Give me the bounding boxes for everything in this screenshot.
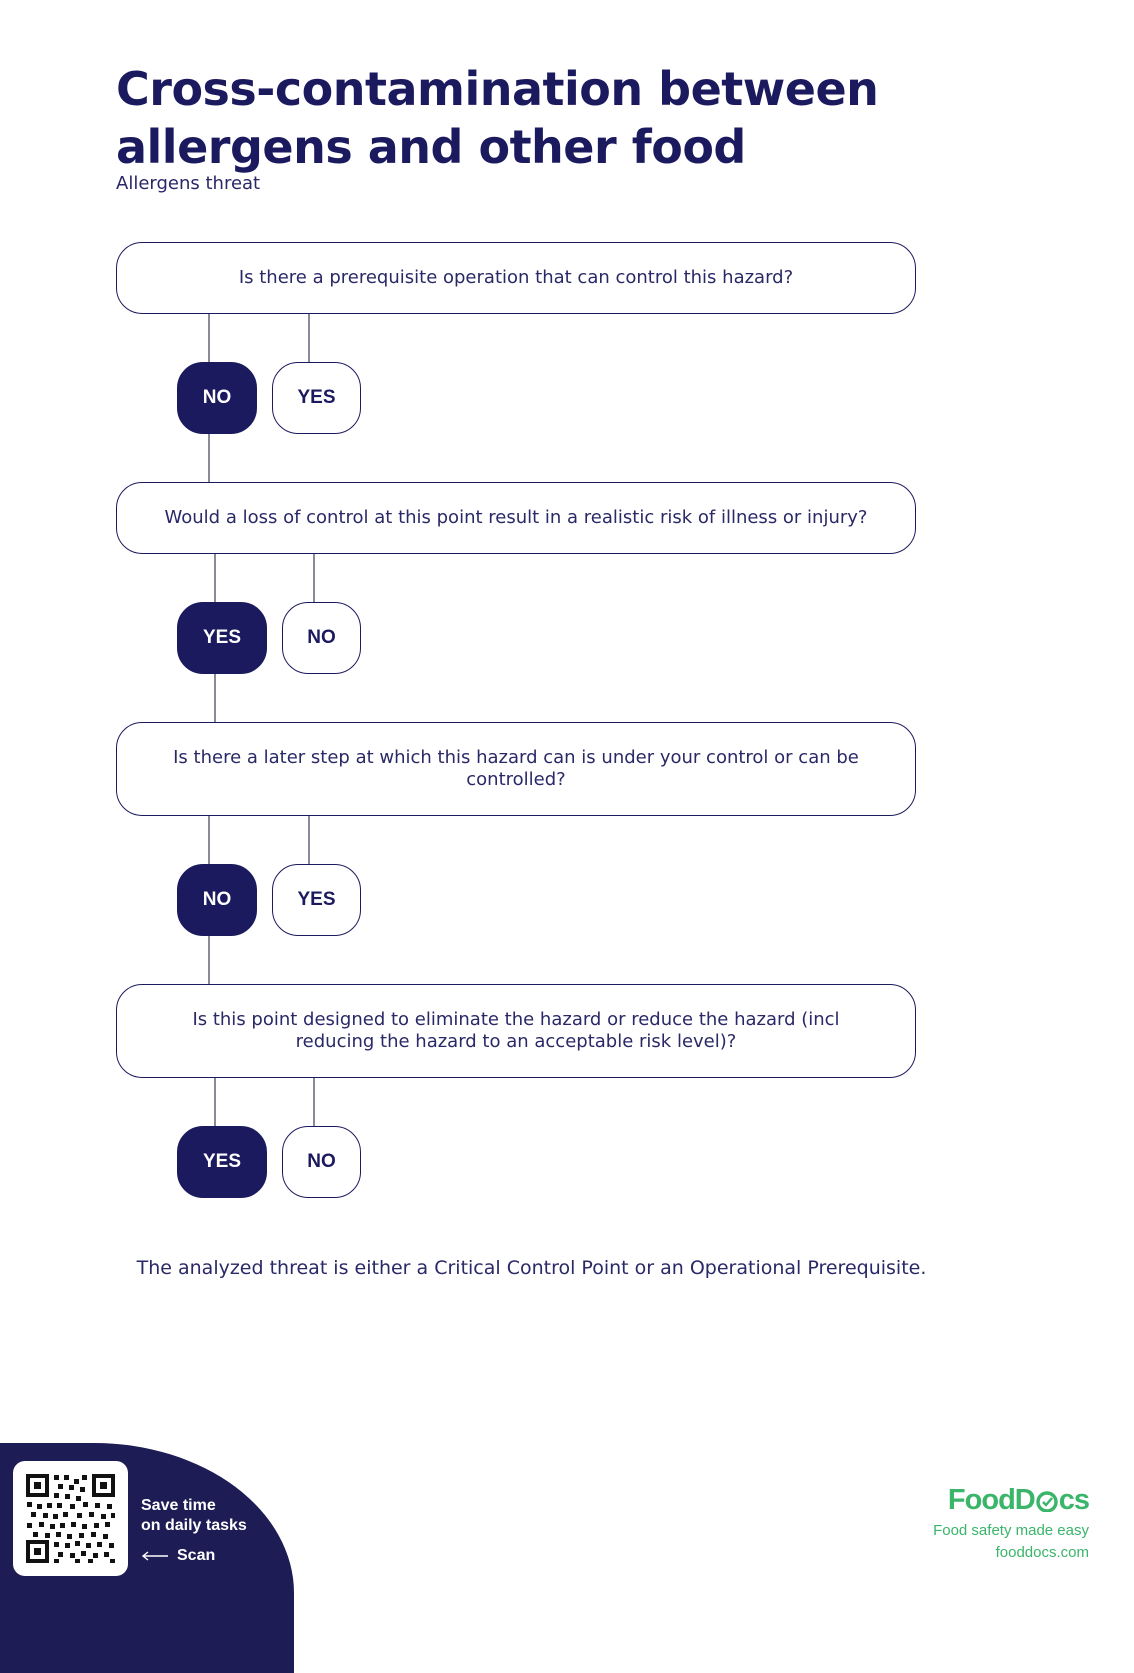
brand-url[interactable]: fooddocs.com <box>995 1544 1089 1561</box>
connector-line <box>208 314 210 363</box>
brand-name-part-1: Food <box>947 1484 1015 1516</box>
answer-yes-selected[interactable]: YES <box>177 1126 267 1198</box>
connector-line <box>208 816 210 865</box>
question-box-3: Is there a later step at which this hazard can is under your control or can be controlled? <box>116 722 916 816</box>
connector-line <box>214 554 216 603</box>
connector-line <box>208 434 210 484</box>
qr-code-icon <box>25 1473 116 1564</box>
question-box-2: Would a loss of control at this point result in a realistic risk of illness or injury? <box>116 482 916 554</box>
promo-line-1: Save time <box>141 1497 216 1514</box>
answer-no[interactable]: NO <box>282 602 361 674</box>
page-subtitle: Allergens threat <box>116 173 261 194</box>
title-line-2: allergens and other food <box>116 120 746 174</box>
answer-no[interactable]: NO <box>282 1126 361 1198</box>
long-left-arrow-icon <box>141 1551 169 1561</box>
promo-text <box>141 1496 247 1536</box>
answer-yes[interactable]: YES <box>272 864 361 936</box>
answer-row-2 <box>0 602 1134 674</box>
answer-no-selected[interactable]: NO <box>177 864 257 936</box>
question-box-1: Is there a prerequisite operation that can control this hazard? <box>116 242 916 314</box>
answer-row-1 <box>0 362 1134 434</box>
answer-yes-selected[interactable]: YES <box>177 602 267 674</box>
scan-prompt <box>141 1547 215 1565</box>
connector-line <box>208 936 210 986</box>
page-title <box>116 60 1016 176</box>
answer-yes[interactable]: YES <box>272 362 361 434</box>
question-box-4: Is this point designed to eliminate the hazard or reduce the hazard (incl reducing the hazard to an acceptable risk level)? <box>116 984 916 1078</box>
brand-name-part-2: D <box>1014 1484 1035 1516</box>
brand-tagline: Food safety made easy <box>933 1522 1089 1539</box>
answer-no-selected[interactable]: NO <box>177 362 257 434</box>
qr-code[interactable] <box>13 1461 128 1576</box>
promo-line-2: on daily tasks <box>141 1517 247 1534</box>
title-line-1: Cross-contamination between <box>116 62 879 116</box>
connector-line <box>313 1078 315 1127</box>
connector-line <box>313 554 315 603</box>
conclusion-text: The analyzed threat is either a Critical Control Point or an Operational Prerequisite. <box>136 1257 927 1279</box>
scan-label: Scan <box>177 1547 216 1564</box>
brand-logo[interactable] <box>933 1484 1089 1517</box>
brand-block <box>933 1484 1089 1561</box>
brand-name-part-3: cs <box>1058 1484 1089 1516</box>
answer-row-3 <box>0 864 1134 936</box>
connector-line <box>214 674 216 724</box>
checkmark-circle-icon <box>1036 1490 1058 1512</box>
answer-row-4 <box>0 1126 1134 1198</box>
connector-line <box>214 1078 216 1127</box>
connector-line <box>308 816 310 865</box>
connector-line <box>308 314 310 363</box>
